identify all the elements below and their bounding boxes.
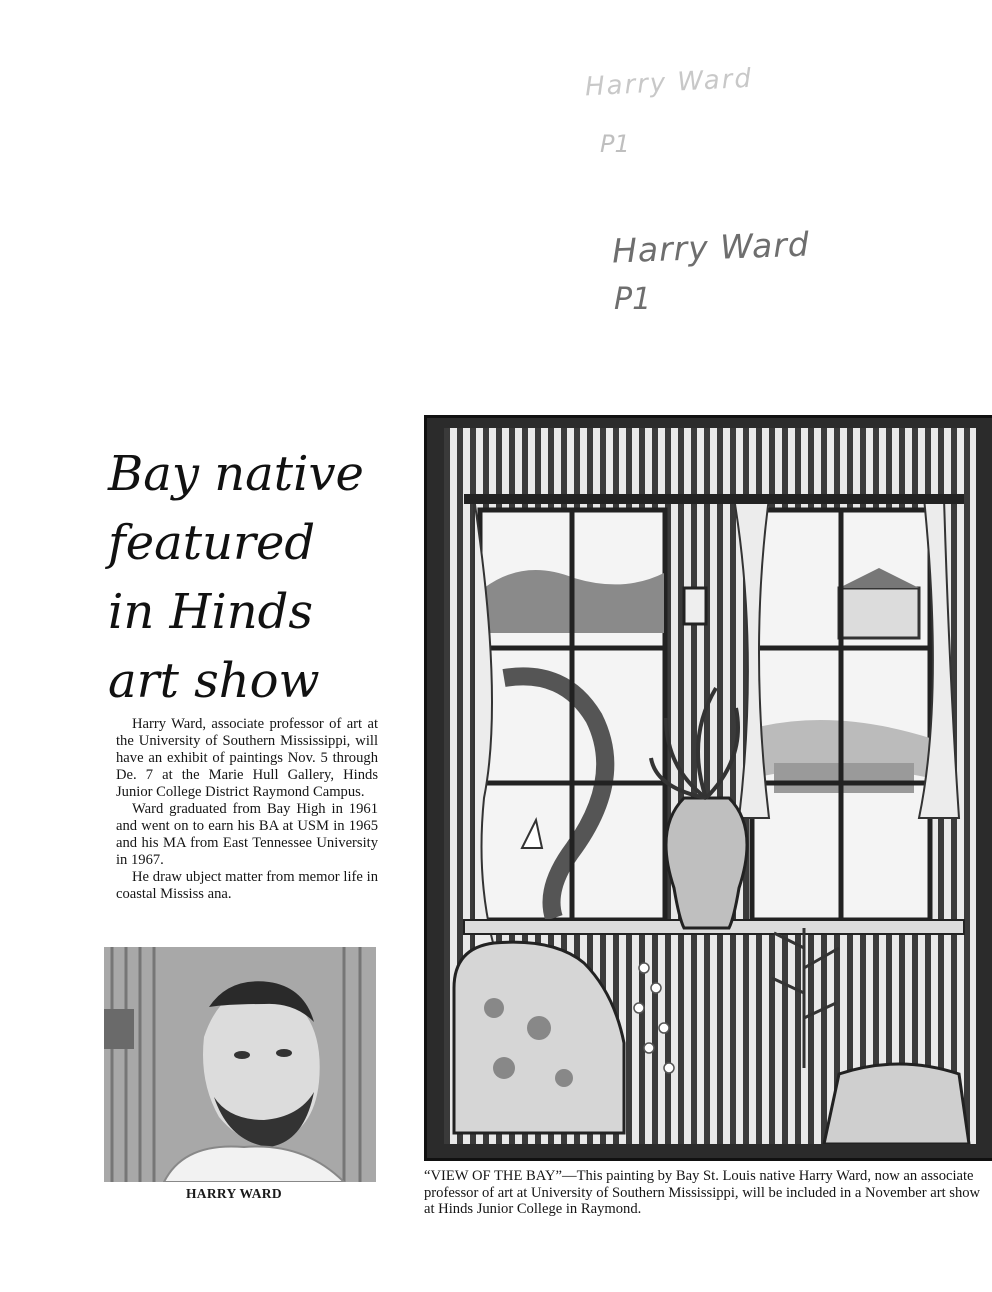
handwritten-note-faint-page: P1 [600,130,630,158]
article-paragraph: Ward graduated from Bay High in 1961 and went on to earn his BA at USM in 1965 and his MA from East Tennessee University in 1967. [116,801,378,868]
handwritten-note-faint-name: Harry Ward [584,63,754,103]
painting-illustration [444,428,976,1144]
headline-line-3: in Hinds [108,584,314,640]
painting-view-of-the-bay [444,428,976,1144]
painting-caption [424,1168,984,1218]
handwritten-note-name: Harry Ward [611,224,811,271]
portrait-photo [104,947,376,1182]
painting-caption-body: —This painting by Bay St. Louis native Harry Ward, now an associate professor of art at University of Southern Mississippi, will be included in a November art show at Hinds Junior College in Raymond. [424,1168,981,1217]
article-body [116,716,378,903]
portrait-illustration [104,947,376,1182]
headline-line-4: art show [108,653,320,709]
article-paragraph: He draw ubject matter from memor life in coastal Mississ ana. [116,869,378,902]
headline-line-2: featured [108,515,316,571]
portrait-caption: HARRY WARD [186,1186,282,1201]
headline-line-1: Bay native [108,446,364,502]
handwritten-note-page: P1 [614,282,652,317]
painting-caption-title: “VIEW OF THE BAY” [424,1168,562,1184]
article-paragraph: Harry Ward, associate professor of art at the University of Southern Mississippi, will have an exhibit of paintings Nov. 5 through De. 7 at the Marie Hull Gallery, Hinds Junior College District Raymond Campus. [116,716,378,800]
article-headline [108,440,398,716]
